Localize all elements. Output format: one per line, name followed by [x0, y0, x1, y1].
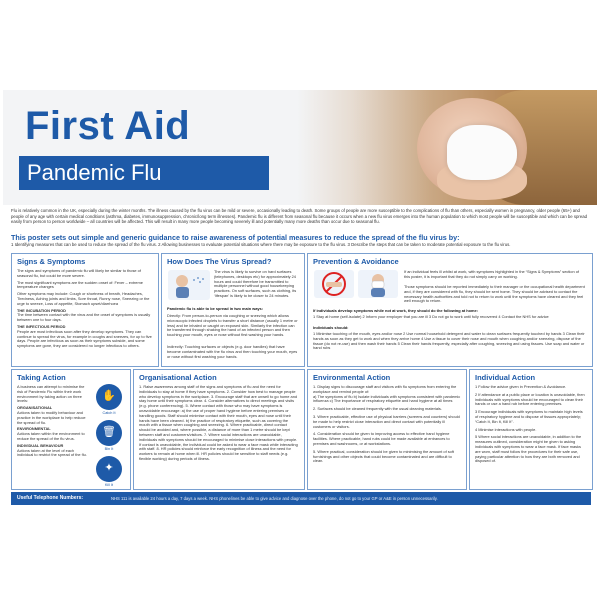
prevention-p3: If individuals develop symptoms while not at work, they should do the following at home:: [313, 308, 478, 313]
env-level-text: Actions taken within the environment to reduce the spread of the flu virus.: [17, 431, 85, 441]
ind-p1: 1 Follow the advice given in Prevention & Avoidance.: [475, 384, 567, 389]
signs-heading: Signs & Symptoms: [17, 257, 86, 266]
taking-p1: A business can attempt to minimise the risk of Pandemic Flu within their work environment by taking action on three levels:: [17, 384, 85, 404]
infectious-text: People are most infectious soon after they develop symptoms. They can continue to spread the virus, for example in coughs and sneezes, for up to five days. People are infectious as soon as their symptoms subside, and some symptoms are gone, they are considered no longer infectious to others.: [17, 328, 152, 349]
spread-p2: Pandemic flu is able to be spread in two main ways:: [167, 306, 263, 311]
prevention-p1: If an individual feels ill whilst at work, with symptoms highlighted in the “Signs & Symptoms” section of this poster, it is important that they do not simply carry on working.: [404, 269, 579, 279]
bin-it-label: Bin It: [104, 447, 114, 451]
no-handshake-icon: [314, 270, 354, 298]
signs-p2: The most significant symptoms are the sudden onset of: Fever – extreme temperature changes: [17, 279, 143, 290]
header-photo-sneezing-woman: [297, 90, 597, 205]
poster-header: [3, 90, 597, 205]
org-action-items: 1. Raise awareness among staff of the signs and symptoms of flu and the need for individuals to stay at home if they have symptoms. 2. Consider how best to manage people who develop symptoms in the workplace. 3. Encourage staff that are unwell to go home and stay home until their symptoms clear. 4. Consider alternatives to direct meetings and visits (e.g. phone conferencing). 5. Where contact with those who may have symptoms is unavoidable encourage: a) the use of proper hand hygiene before entering premises or handling goods. Staff should minimise contact with their mouth, eyes and nose until their hands have been cleaned. b) the practice of respiratory etiquette, such as covering the mouth with a tissue when coughing and sneezing. 6. Where practicable, direct contact should be avoided and, where possible, a distance of more than 1 metre should be kept between staff and customers/visitors. 7. Where social interactions are unavoidable, individuals with symptoms should be encouraged to minimise close interactions with people. If contact is unavoidable, the individual could be asked to wear a face mask while interacting with staff. 8. HR policies should reinforce the early recognition of illness and the need for workers to remain at home when ill. HR policies should be sensitive to staff needs (e.g. flexible working) during periods of illness.: [139, 384, 298, 461]
ind-p2: 2 If attendance at a public place or location is unavoidable, then individuals with symptoms should be encouraged to clean their hands or use a hand rub before entering premises.: [475, 391, 585, 407]
intro-text: Flu is relatively common in the UK, especially during the winter months. The illness caused by the flu virus can be mild or severe, occasionally leading to death. Some groups of people are more susceptible to the complications of flu than others, especially women in pregnancy, older people (65+) and people of any age with certain medical conditions (asthma, diabetes, immunosuppression, chronic/long term illnesses). Pandemic flu is different from seasonal flu because it occurs when a new flu virus emerges into the human population to which most people will be susceptible and which can be spread easily from person to person worldwide – all countries will be affected. This will result in many more people becoming severely ill and potentially many more deaths than occur due to seasonal flu.: [11, 208, 588, 225]
prevention-heading: Prevention & Avoidance: [313, 257, 399, 266]
footer-text: NHS 111 is available 24 hours a day, 7 days a week. NHS phonelines be able to give advice and diagnose over the phone, do not go to your GP or A&E in person unnecessarily.: [111, 495, 438, 501]
prevention-p2: Those symptoms should be reported immediately to their manager or the occupational health department and, if they are considered with flu, they should be sent home. They should be advised to contact the necessary health authorities and told not to return to work until the symptoms have cleared and they feel well enough to return.: [404, 284, 585, 304]
prevention-p5: Individuals should:: [313, 325, 349, 330]
subtitle-band: [19, 156, 269, 190]
catch-it-label: Catch It: [102, 411, 116, 415]
spread-p4: Indirectly: Touching surfaces or objects (e.g. door handles) that have become contaminated with the flu virus and then touching your mouth, eyes or nose without first washing your hands.: [167, 344, 298, 359]
org-action-heading: Organisational Action: [139, 373, 217, 382]
ind-p4: 4 Minimise interactions with people.: [475, 426, 537, 432]
prevention-p6: 1 Minimise touching of the mouth, eyes and/or nose 2 Use normal household detergent and water to clean surfaces frequently touched by hands 3 Clean their hands as soon as they get to work and when they arrive home 4 Use a tissue to cover their nose and mouth when coughing and/or sneezing, dispose of the tissue (do not re-use) and then wash their hands 5 Clean their hands frequently, especially after coughing, sneezing and using tissues. Use soap and water or hand rubs: [313, 331, 585, 351]
spread-p3: Directly: From person-to-person via coughing or sneezing which allows microscopic infected droplets to transfer a short distance (usually 1 metre or less) and be inhaled or caught on exposed skin. Similarly the infection can be transferred through shaking the hand of an infected person and then touching your mouth, eyes or nose without first washing your hands.: [167, 313, 298, 338]
signs-p3: Other symptoms may include: Cough or shortness of breath, Headaches, Tiredness, Aching joints and limbs, Sore throat, Runny nose, Sneezing or the urge to sneeze, Loss of appetite, Stomach upset/diarrhoea: [17, 291, 150, 306]
spread-p1: The virus is likely to survive on hard surfaces (telephones, desktops etc) for approximately 24 hours and could therefore be transmitted to multiple personnel without good housekeeping practices. On soft surfaces, such as clothing, its ‘lifespan’ is likely to be closer to 24 minutes.: [214, 269, 297, 298]
env-level-heading: ENVIRONMENTAL: [17, 426, 51, 432]
org-level-text: Actions taken to modify behaviour and practice in the workplace to help reduce the spread of flu.: [17, 409, 86, 425]
footer-label: Useful Telephone Numbers:: [17, 495, 84, 501]
environmental-action-box: [307, 369, 467, 490]
ind-p5: 5 Where social interactions are unavoidable, in addition to the measures outlined, consideration might be given to asking individuals with symptoms to wear a face mask. If face masks are worn, staff must follow the procedures for their safe use, paying particular attention to how they are both removed and disposed of.: [475, 434, 582, 464]
poster-subtitle: Pandemic Flu: [27, 160, 162, 185]
catch-it-icon: ✋: [96, 384, 122, 410]
env-p3: 2. Surfaces should be cleaned frequently with the usual cleaning materials.: [313, 406, 442, 412]
virus-spread-box: [161, 253, 305, 367]
individual-action-box: [469, 369, 593, 490]
incubation-text: The time between contact with the virus and the onset of symptoms is usually between one to four days.: [17, 312, 151, 323]
objectives-line: 1 Identifying measures that can be used to reduce the spread of the flu virus. 2 Allowing businesses to evaluate potential situations where there may be exposure to the flu virus. 3 Describe the steps that can be taken to moderate potential exposure to the flu virus.: [11, 242, 511, 247]
prevention-p4: 1 Stay at home (self-isolate) 2 Inform your employer that you are ill 3 Do not go to work until fully recovered 4 Contact the NHS for advice: [313, 314, 549, 319]
organisational-action-box: [133, 369, 305, 490]
ind-p3: 3 Encourage individuals with symptoms to maintain high levels of respiratory hygiene and to dispose of tissues appropriately; “Catch It, Bin It, Kill It”.: [475, 409, 583, 424]
taking-heading: Taking Action: [17, 373, 66, 382]
prevention-box: [307, 253, 593, 367]
signs-symptoms-box: [11, 253, 159, 367]
phone-numbers-footer: [11, 492, 591, 505]
ind-action-heading: Individual Action: [475, 373, 536, 382]
sneeze-illustration-icon: [168, 270, 210, 300]
infectious-heading: THE INFECTIOUS PERIOD: [17, 323, 66, 329]
org-level-heading: ORGANISATIONAL: [17, 405, 53, 411]
kill-it-label: Kill It: [104, 483, 114, 487]
ind-level-heading: INDIVIDUAL BEHAVIOUR: [17, 442, 64, 448]
env-p5: 4. Consideration should be given to improving access to effective hand hygiene facilities. Where practicable, hand rubs could be made available at entrances to premises and washrooms, or at workstations.: [313, 431, 450, 446]
spread-heading: How Does The Virus Spread?: [167, 257, 272, 266]
env-action-heading: Environmental Action: [313, 373, 391, 382]
env-p6: 5. Where practical, consideration should be given to minimising the amount of soft furnishings and other objects that could become contaminated and are difficult to clean.: [313, 448, 455, 464]
incubation-heading: THE INCUBATION PERIOD: [17, 307, 66, 313]
env-p2: a) The symptoms of flu b) Isolate individuals with symptoms consistent with pandemic influenza c) The importance of respiratory etiquette and hand hygiene at all times: [313, 393, 461, 404]
bin-it-icon: 🗑: [96, 420, 122, 446]
tissue-icon: [358, 270, 398, 298]
poster: [3, 90, 597, 510]
ind-level-text: Actions taken at the level of each individual to restrict the spread of the flu.: [17, 447, 87, 458]
headline: This poster sets out simple and generic guidance to raise awareness of potential measures to reduce the spread of the flu virus by:: [11, 233, 460, 242]
poster-title: First Aid: [25, 104, 191, 148]
taking-action-box: [11, 369, 131, 490]
env-p4: 3. Where practicable, effective use of physical barriers (screens and counters) should be made to help restrict close interaction and direct contact with potentially ill customers or visitors.: [313, 413, 460, 429]
env-p1: 1. Display signs to discourage staff and visitors with flu symptoms from entering the workplace and remind people of:: [313, 384, 457, 394]
kill-it-icon: ✦: [96, 456, 122, 482]
signs-p1: The signs and symptoms of pandemic flu will likely be similar to those of seasonal flu, but could be more severe.: [17, 268, 141, 278]
